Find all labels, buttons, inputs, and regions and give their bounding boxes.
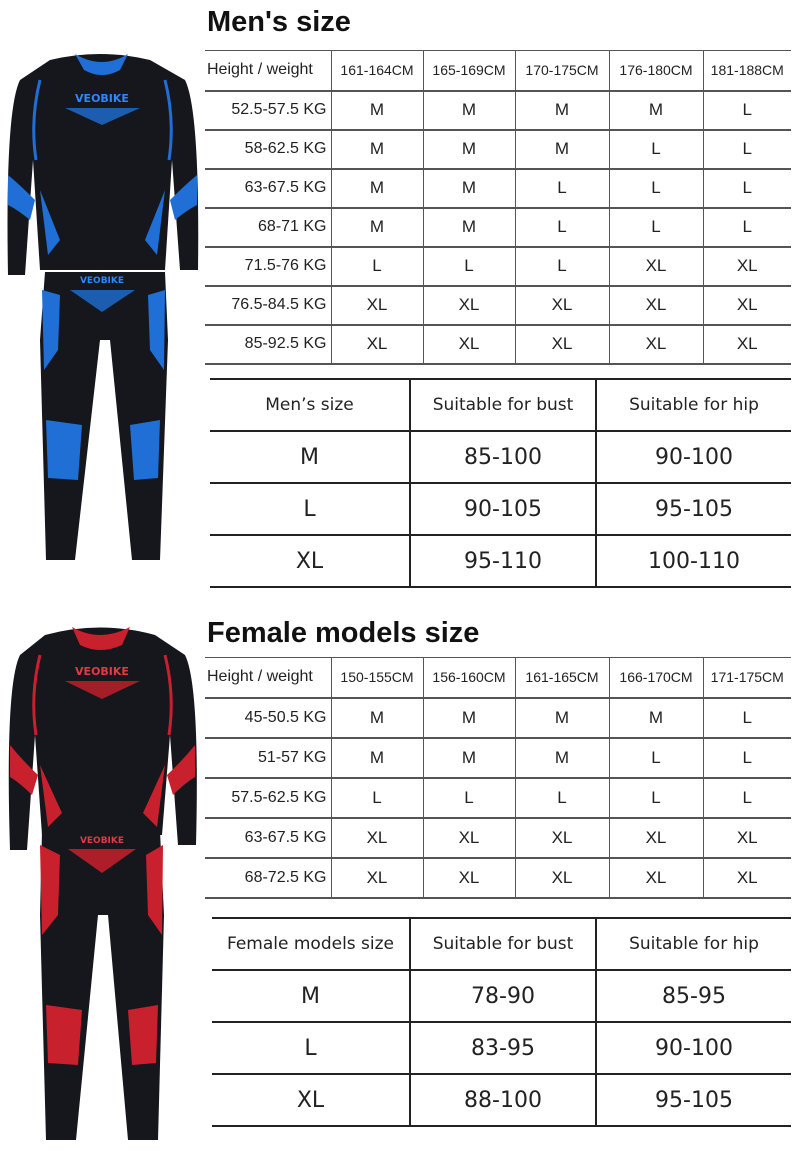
men-thermal-suit-image [0, 40, 205, 570]
size-cell: XL [609, 286, 703, 325]
female-grid-header-cell: 166-170CM [609, 658, 703, 698]
size-cell: L [703, 778, 791, 818]
size-cell: L [609, 738, 703, 778]
size-cell: M [423, 130, 515, 169]
weight-cell: 51-57 KG [205, 738, 331, 778]
weight-cell: 63-67.5 KG [205, 818, 331, 858]
measure-header-cell: Men’s size [210, 379, 410, 431]
weight-cell: 57.5-62.5 KG [205, 778, 331, 818]
size-cell: XL [210, 535, 410, 587]
size-cell: M [515, 738, 609, 778]
bust-cell: 95-110 [410, 535, 596, 587]
female-body-measure-table [212, 917, 791, 1127]
table-row [210, 483, 791, 535]
size-cell: XL [703, 818, 791, 858]
men-pants-logo: VEOBIKE [79, 276, 125, 286]
size-cell: XL [423, 818, 515, 858]
size-cell: M [331, 738, 423, 778]
table-row [205, 738, 791, 778]
size-cell: XL [423, 286, 515, 325]
size-cell: L [515, 208, 609, 247]
size-cell: M [331, 698, 423, 738]
female-grid-header-cell: 171-175CM [703, 658, 791, 698]
table-row [205, 247, 791, 286]
size-cell: XL [515, 818, 609, 858]
table-row [205, 698, 791, 738]
men-grid-header-cell: Height / weight [205, 51, 331, 91]
size-cell: XL [609, 858, 703, 898]
size-cell: XL [331, 325, 423, 364]
measure-header-cell: Suitable for bust [410, 379, 596, 431]
female-grid-header-cell: 150-155CM [331, 658, 423, 698]
size-cell: M [210, 431, 410, 483]
men-grid-header-cell: 176-180CM [609, 51, 703, 91]
size-cell: M [423, 91, 515, 130]
table-row [212, 1022, 791, 1074]
size-cell: XL [212, 1074, 410, 1126]
men-grid-header-row [205, 51, 791, 91]
hip-cell: 85-95 [596, 970, 791, 1022]
table-row [205, 858, 791, 898]
table-row [212, 970, 791, 1022]
size-cell: L [515, 778, 609, 818]
size-cell: L [331, 247, 423, 286]
bust-cell: 78-90 [410, 970, 596, 1022]
size-cell: L [331, 778, 423, 818]
size-cell: L [212, 1022, 410, 1074]
size-cell: XL [423, 325, 515, 364]
size-cell: M [331, 91, 423, 130]
size-cell: XL [703, 247, 791, 286]
size-cell: L [423, 247, 515, 286]
size-cell: XL [515, 325, 609, 364]
weight-cell: 68-71 KG [205, 208, 331, 247]
size-cell: L [703, 698, 791, 738]
hip-cell: 95-105 [596, 483, 791, 535]
female-brand-logo: VEOBIKE [75, 665, 129, 678]
size-cell: M [423, 169, 515, 208]
table-row [210, 535, 791, 587]
bust-cell: 83-95 [410, 1022, 596, 1074]
size-cell: M [331, 130, 423, 169]
size-cell: M [515, 130, 609, 169]
size-cell: M [331, 208, 423, 247]
size-cell: XL [515, 858, 609, 898]
hip-cell: 90-100 [596, 1022, 791, 1074]
size-cell: L [703, 130, 791, 169]
size-cell: L [703, 738, 791, 778]
measure-header-cell: Female models size [212, 918, 410, 970]
men-measure-header-row [210, 379, 791, 431]
size-cell: L [703, 91, 791, 130]
female-grid-header-cell: Height / weight [205, 658, 331, 698]
size-cell: M [609, 91, 703, 130]
hip-cell: 95-105 [596, 1074, 791, 1126]
men-grid-header-cell: 170-175CM [515, 51, 609, 91]
size-cell: L [515, 169, 609, 208]
female-grid-header-row [205, 658, 791, 698]
table-row [205, 778, 791, 818]
size-cell: XL [515, 286, 609, 325]
table-row [210, 431, 791, 483]
weight-cell: 85-92.5 KG [205, 325, 331, 364]
size-cell: L [609, 130, 703, 169]
size-cell: M [331, 169, 423, 208]
female-size-title: Female models size [207, 617, 480, 649]
size-cell: L [210, 483, 410, 535]
men-grid-header-cell: 161-164CM [331, 51, 423, 91]
female-height-weight-table [205, 657, 791, 899]
measure-header-cell: Suitable for hip [596, 918, 791, 970]
weight-cell: 68-72.5 KG [205, 858, 331, 898]
size-cell: XL [703, 286, 791, 325]
men-size-title: Men's size [207, 6, 351, 38]
table-row [205, 208, 791, 247]
size-cell: M [515, 91, 609, 130]
measure-header-cell: Suitable for bust [410, 918, 596, 970]
size-cell: XL [423, 858, 515, 898]
size-cell: M [423, 738, 515, 778]
size-cell: L [703, 169, 791, 208]
female-grid-header-cell: 156-160CM [423, 658, 515, 698]
size-cell: XL [609, 247, 703, 286]
size-cell: L [423, 778, 515, 818]
bust-cell: 90-105 [410, 483, 596, 535]
hip-cell: 100-110 [596, 535, 791, 587]
size-cell: XL [609, 818, 703, 858]
measure-header-cell: Suitable for hip [596, 379, 791, 431]
weight-cell: 45-50.5 KG [205, 698, 331, 738]
female-measure-header-row [212, 918, 791, 970]
size-cell: XL [703, 325, 791, 364]
table-row [205, 169, 791, 208]
table-row [205, 286, 791, 325]
size-cell: M [515, 698, 609, 738]
size-cell: XL [331, 858, 423, 898]
size-cell: L [609, 778, 703, 818]
size-cell: XL [609, 325, 703, 364]
female-grid-header-cell: 161-165CM [515, 658, 609, 698]
weight-cell: 63-67.5 KG [205, 169, 331, 208]
weight-cell: 58-62.5 KG [205, 130, 331, 169]
table-row [205, 325, 791, 364]
weight-cell: 71.5-76 KG [205, 247, 331, 286]
size-cell: L [609, 169, 703, 208]
table-row [205, 818, 791, 858]
female-thermal-suit-image [0, 615, 205, 1145]
size-cell: L [515, 247, 609, 286]
table-row [212, 1074, 791, 1126]
bust-cell: 88-100 [410, 1074, 596, 1126]
size-cell: XL [703, 858, 791, 898]
female-pants-logo: VEOBIKE [79, 836, 125, 846]
size-cell: M [423, 698, 515, 738]
weight-cell: 52.5-57.5 KG [205, 91, 331, 130]
size-cell: M [609, 698, 703, 738]
hip-cell: 90-100 [596, 431, 791, 483]
size-cell: XL [331, 818, 423, 858]
bust-cell: 85-100 [410, 431, 596, 483]
men-brand-logo: VEOBIKE [75, 92, 129, 105]
table-row [205, 130, 791, 169]
table-row [205, 91, 791, 130]
men-height-weight-table [205, 50, 791, 365]
size-cell: M [423, 208, 515, 247]
men-body-measure-table [210, 378, 791, 588]
men-grid-header-cell: 165-169CM [423, 51, 515, 91]
size-cell: L [703, 208, 791, 247]
size-cell: XL [331, 286, 423, 325]
men-grid-header-cell: 181-188CM [703, 51, 791, 91]
size-cell: L [609, 208, 703, 247]
weight-cell: 76.5-84.5 KG [205, 286, 331, 325]
size-cell: M [212, 970, 410, 1022]
